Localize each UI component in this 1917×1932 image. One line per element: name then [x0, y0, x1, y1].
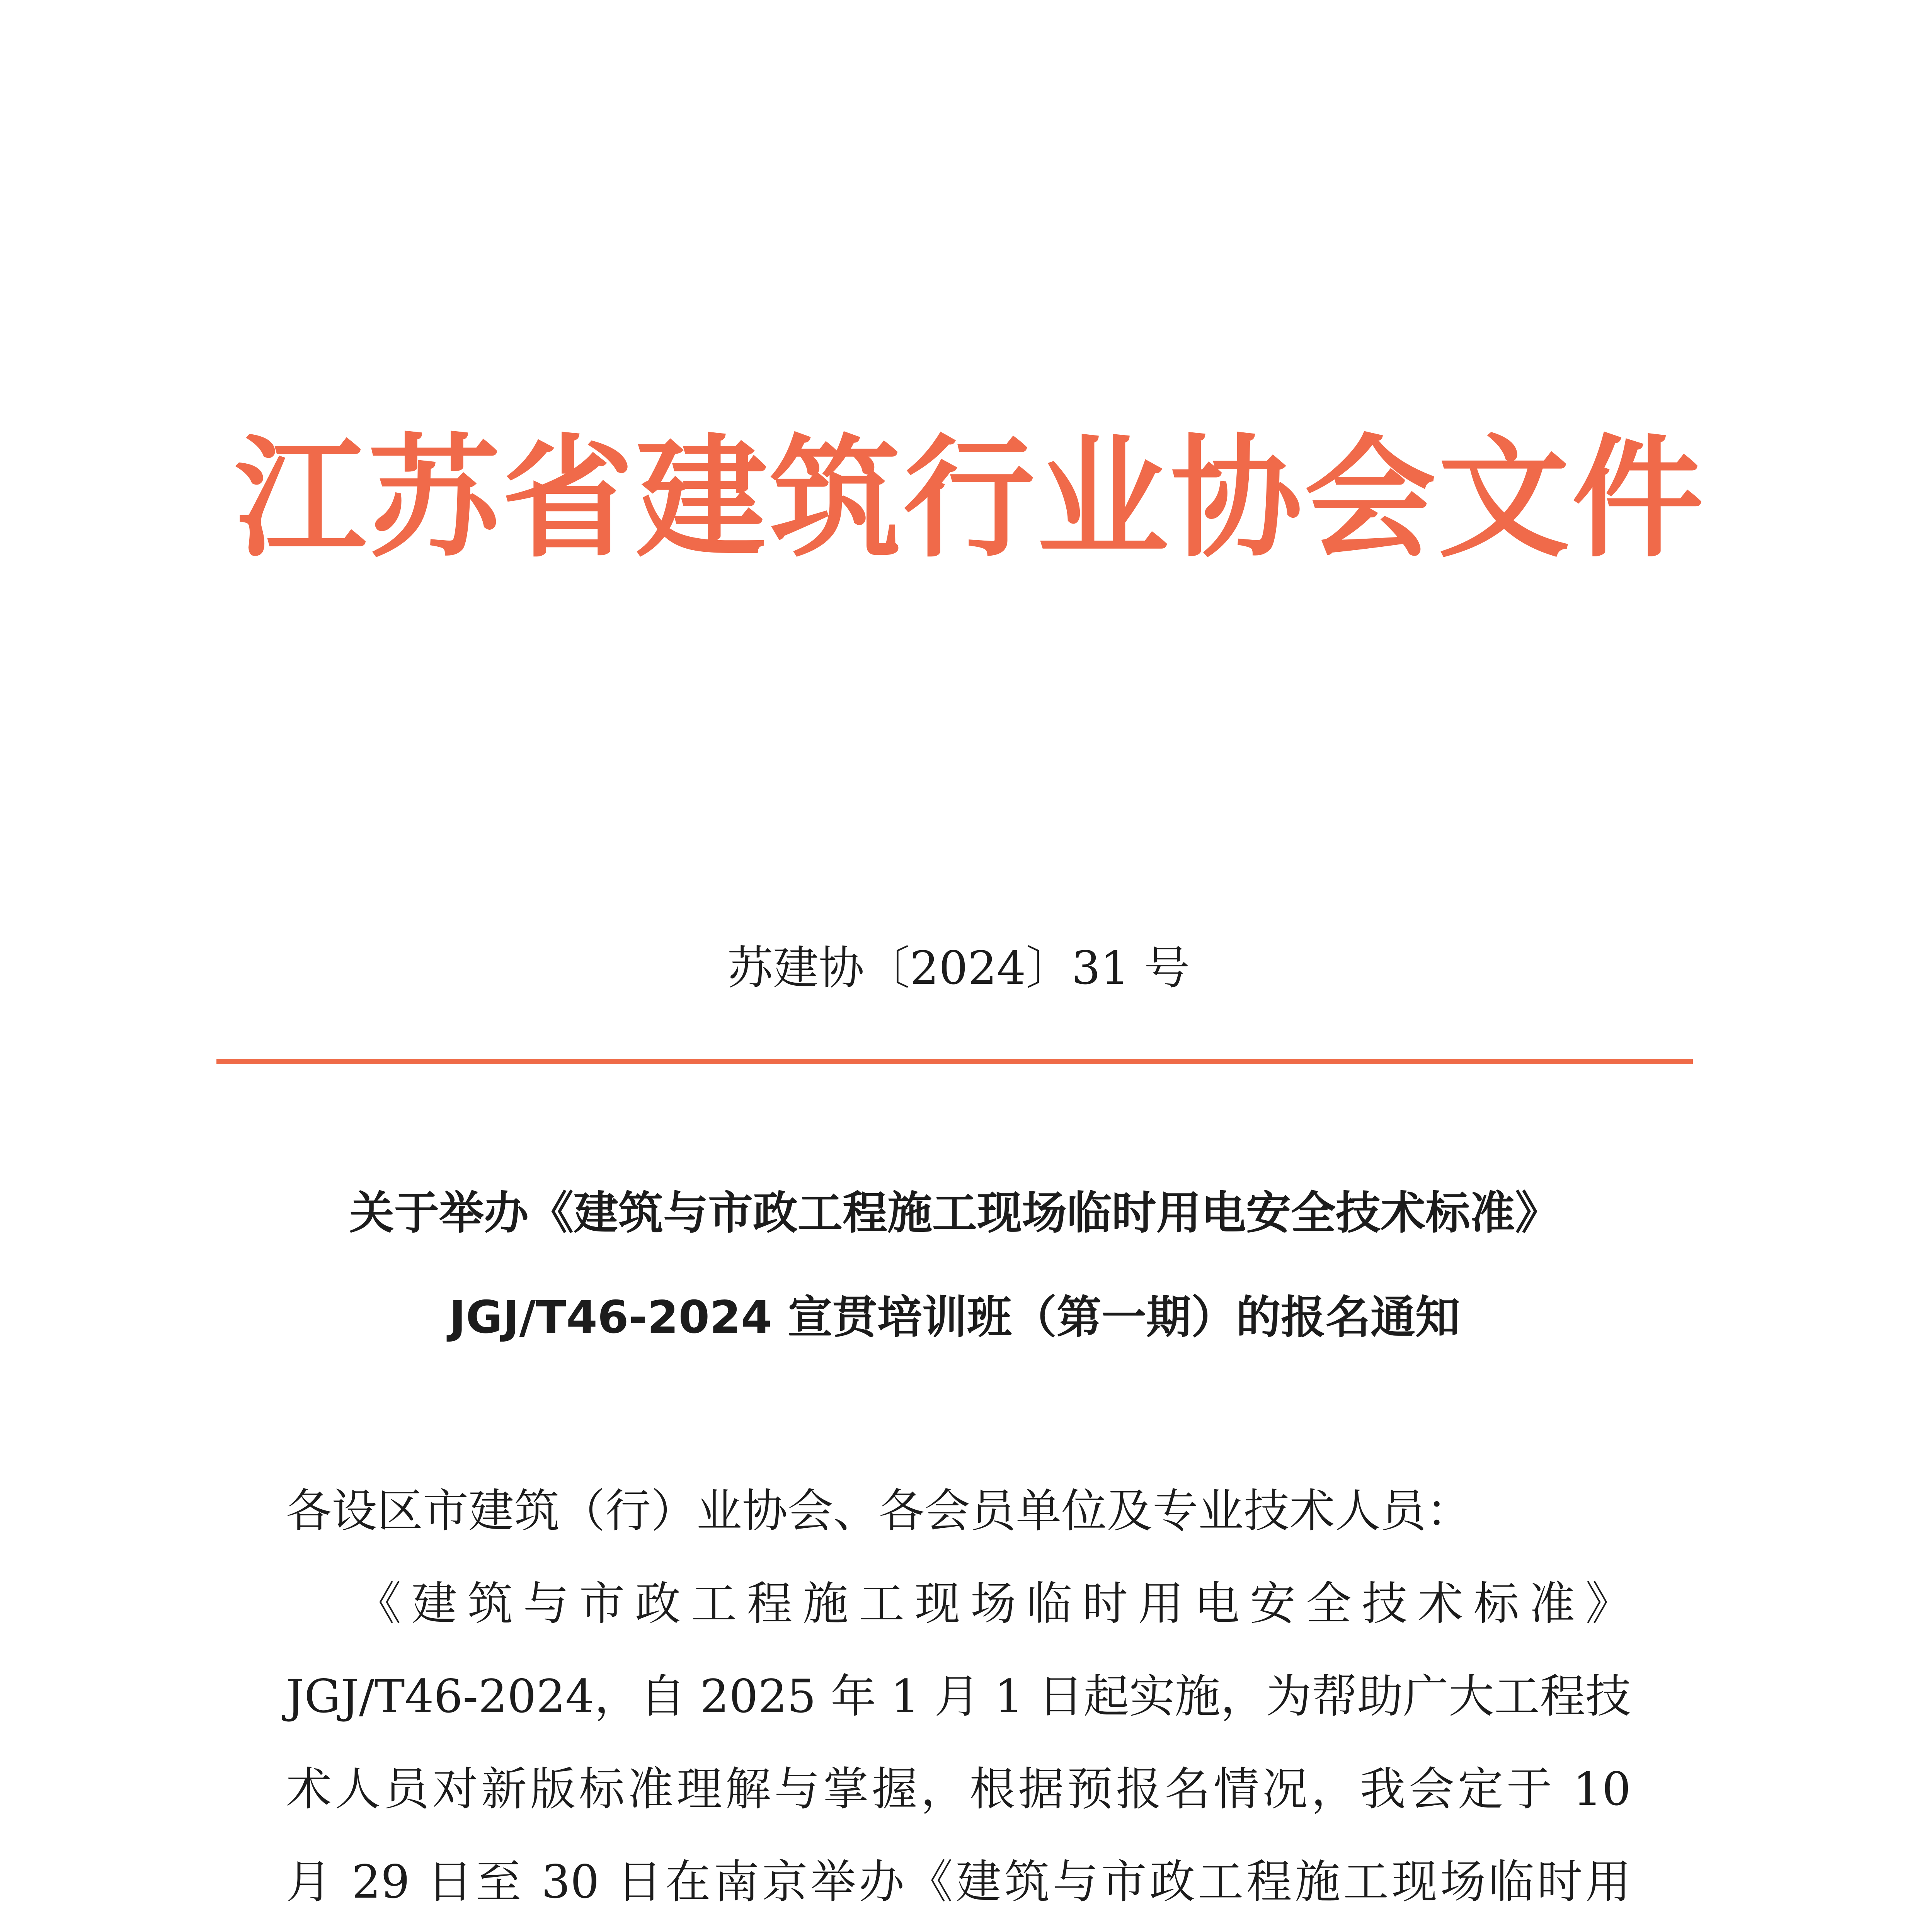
body-paragraph-line: JGJ/T46-2024，自 2025 年 1 月 1 日起实施，为帮助广大工程技	[286, 1670, 1631, 1723]
body-paragraph-line: 月 29 日至 30 日在南京举办《建筑与市政工程施工现场临时用	[286, 1855, 1631, 1908]
notice-title-line-1: 关于举办《建筑与市政工程施工现场临时用电安全技术标准》	[349, 1187, 1560, 1239]
salutation: 各设区市建筑（行）业协会、各会员单位及专业技术人员：	[286, 1484, 1472, 1537]
body-paragraph-line: 《建筑与市政工程施工现场临时用电安全技术标准》	[356, 1577, 1631, 1630]
notice-title-line-2: JGJ/T46-2024 宣贯培训班（第一期）的报名通知	[449, 1291, 1460, 1344]
red-divider-rule	[216, 1059, 1693, 1064]
masthead-title: 江苏省建筑行业协会文件	[235, 421, 1706, 575]
document-number: 苏建协〔2024〕31 号	[727, 941, 1190, 995]
body-paragraph-line: 术人员对新版标准理解与掌握，根据预报名情况，我会定于 10	[286, 1762, 1631, 1816]
